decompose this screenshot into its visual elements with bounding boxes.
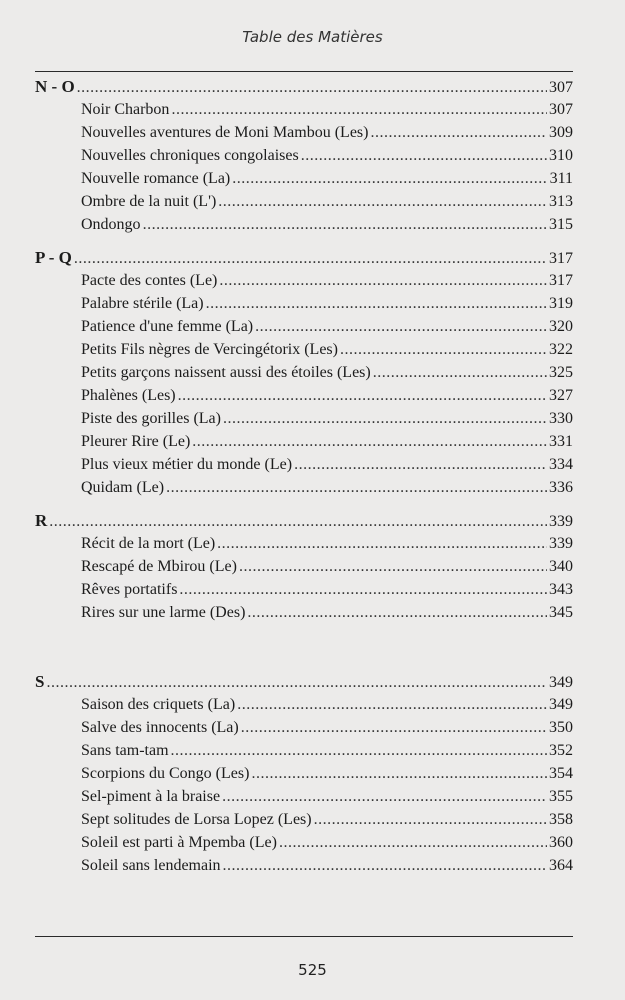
entry-page-number: 354 [549, 765, 573, 782]
toc-entry[interactable] [35, 693, 573, 716]
toc-entry[interactable] [35, 190, 573, 213]
toc-entry[interactable] [35, 854, 573, 877]
toc-entry[interactable] [35, 785, 573, 808]
toc-entry[interactable] [35, 407, 573, 430]
dot-leader [294, 453, 547, 476]
section-letter: P - Q [35, 248, 72, 267]
dot-leader [247, 601, 547, 624]
dot-leader [222, 785, 547, 808]
section-page-number: 317 [549, 250, 573, 267]
entry-title: Rêves portatifs [81, 581, 178, 598]
dot-leader [370, 121, 547, 144]
toc-entry[interactable] [35, 453, 573, 476]
entry-page-number: 307 [549, 101, 573, 118]
dot-leader [237, 693, 547, 716]
toc-entry[interactable] [35, 144, 573, 167]
toc-entry[interactable] [35, 532, 573, 555]
dot-leader [171, 98, 547, 121]
dot-leader [192, 430, 547, 453]
toc-entry[interactable] [35, 98, 573, 121]
section-letter: R [35, 511, 48, 530]
section-heading-row [35, 670, 573, 693]
dot-leader [314, 808, 547, 831]
entry-page-number: 355 [549, 788, 573, 805]
toc-section-p-q [35, 246, 573, 499]
entry-page-number: 340 [549, 558, 573, 575]
toc-entry[interactable] [35, 831, 573, 854]
entry-page-number: 350 [549, 719, 573, 736]
dot-leader [166, 476, 547, 499]
entry-page-number: 320 [549, 318, 573, 335]
section-heading-row [35, 246, 573, 269]
entry-title: Nouvelles aventures de Moni Mambou (Les) [81, 124, 369, 141]
toc-entry[interactable] [35, 315, 573, 338]
entry-page-number: 330 [549, 410, 573, 427]
entry-page-number: 364 [549, 857, 573, 874]
toc-entry[interactable] [35, 476, 573, 499]
dot-leader [373, 361, 547, 384]
entry-page-number: 345 [549, 604, 573, 621]
entry-title: Pleurer Rire (Le) [81, 433, 191, 450]
dot-leader [46, 671, 547, 694]
toc-entry[interactable] [35, 292, 573, 315]
toc-entry[interactable] [35, 578, 573, 601]
toc-entry[interactable] [35, 361, 573, 384]
toc-section-r [35, 509, 573, 624]
section-page-number: 307 [549, 79, 573, 96]
entry-title: Sept solitudes de Lorsa Lopez (Les) [81, 811, 312, 828]
toc-entry[interactable] [35, 716, 573, 739]
entry-title: Quidam (Le) [81, 479, 165, 496]
entry-title: Saison des criquets (La) [81, 696, 236, 713]
section-page-number: 339 [549, 513, 573, 530]
entry-title: Ombre de la nuit (L') [81, 193, 217, 210]
entry-title: Scorpions du Congo (Les) [81, 765, 250, 782]
entry-title: Nouvelles chroniques congolaises [81, 147, 299, 164]
top-rule [35, 71, 573, 72]
entry-title: Phalènes (Les) [81, 387, 176, 404]
entry-page-number: 339 [549, 535, 573, 552]
entry-page-number: 327 [549, 387, 573, 404]
toc-entry[interactable] [35, 213, 573, 236]
section-letter: S [35, 672, 45, 691]
dot-leader [301, 144, 547, 167]
toc-entry[interactable] [35, 808, 573, 831]
section-page-number: 349 [549, 674, 573, 691]
entry-page-number: 336 [549, 479, 573, 496]
entry-page-number: 313 [549, 193, 573, 210]
entry-title: Soleil sans lendemain [81, 857, 221, 874]
entry-page-number: 358 [549, 811, 573, 828]
entry-page-number: 331 [549, 433, 573, 450]
dot-leader [49, 510, 547, 533]
toc-entry[interactable] [35, 121, 573, 144]
dot-leader [218, 190, 547, 213]
entry-title: Petits garçons naissent aussi des étoiles (Les) [81, 364, 371, 381]
toc-entry[interactable] [35, 384, 573, 407]
entry-page-number: 315 [549, 216, 573, 233]
entry-title: Piste des gorilles (La) [81, 410, 221, 427]
entry-page-number: 309 [549, 124, 573, 141]
dot-leader [232, 167, 547, 190]
table-of-contents [35, 75, 573, 887]
entry-title: Sel-piment à la braise [81, 788, 221, 805]
toc-section-s [35, 670, 573, 877]
entry-page-number: 325 [549, 364, 573, 381]
toc-entry[interactable] [35, 269, 573, 292]
entry-page-number: 311 [549, 170, 573, 187]
entry-title: Soleil est parti à Mpemba (Le) [81, 834, 277, 851]
dot-leader [223, 407, 547, 430]
entry-title: Sans tam-tam [81, 742, 169, 759]
entry-title: Pacte des contes (Le) [81, 272, 218, 289]
dot-leader [223, 854, 547, 877]
bottom-rule [35, 936, 573, 937]
dot-leader [206, 292, 547, 315]
entry-page-number: 322 [549, 341, 573, 358]
entry-page-number: 319 [549, 295, 573, 312]
dot-leader [178, 384, 547, 407]
dot-leader [217, 532, 547, 555]
dot-leader [241, 716, 547, 739]
dot-leader [340, 338, 547, 361]
toc-entry[interactable] [35, 167, 573, 190]
dot-leader [219, 269, 547, 292]
running-header: Table des Matières [242, 28, 383, 46]
entry-page-number: 317 [549, 272, 573, 289]
toc-entry[interactable] [35, 739, 573, 762]
dot-leader [251, 762, 547, 785]
entry-title: Nouvelle romance (La) [81, 170, 231, 187]
toc-entry[interactable] [35, 338, 573, 361]
toc-entry[interactable] [35, 601, 573, 624]
toc-section-n-o [35, 75, 573, 236]
section-letter: N - O [35, 77, 75, 96]
entry-title: Palabre stérile (La) [81, 295, 204, 312]
toc-entry[interactable] [35, 430, 573, 453]
dot-leader [179, 578, 547, 601]
section-heading-row [35, 75, 573, 98]
entry-title: Noir Charbon [81, 101, 170, 118]
entry-title: Rires sur une larme (Des) [81, 604, 246, 621]
toc-entry[interactable] [35, 555, 573, 578]
entry-title: Patience d'une femme (La) [81, 318, 254, 335]
entry-title: Salve des innocents (La) [81, 719, 239, 736]
entry-title: Petits Fils nègres de Vercingétorix (Les) [81, 341, 338, 358]
entry-page-number: 310 [549, 147, 573, 164]
dot-leader [171, 739, 547, 762]
entry-page-number: 343 [549, 581, 573, 598]
dot-leader [74, 247, 547, 270]
entry-title: Plus vieux métier du monde (Le) [81, 456, 293, 473]
entry-page-number: 349 [549, 696, 573, 713]
dot-leader [279, 831, 547, 854]
entry-page-number: 334 [549, 456, 573, 473]
entry-page-number: 360 [549, 834, 573, 851]
dot-leader [77, 76, 547, 99]
dot-leader [143, 213, 547, 236]
toc-entry[interactable] [35, 762, 573, 785]
dot-leader [239, 555, 547, 578]
dot-leader [255, 315, 547, 338]
entry-page-number: 352 [549, 742, 573, 759]
section-heading-row [35, 509, 573, 532]
entry-title: Rescapé de Mbirou (Le) [81, 558, 237, 575]
entry-title: Récit de la mort (Le) [81, 535, 216, 552]
entry-title: Ondongo [81, 216, 141, 233]
page-number: 525 [298, 961, 327, 979]
